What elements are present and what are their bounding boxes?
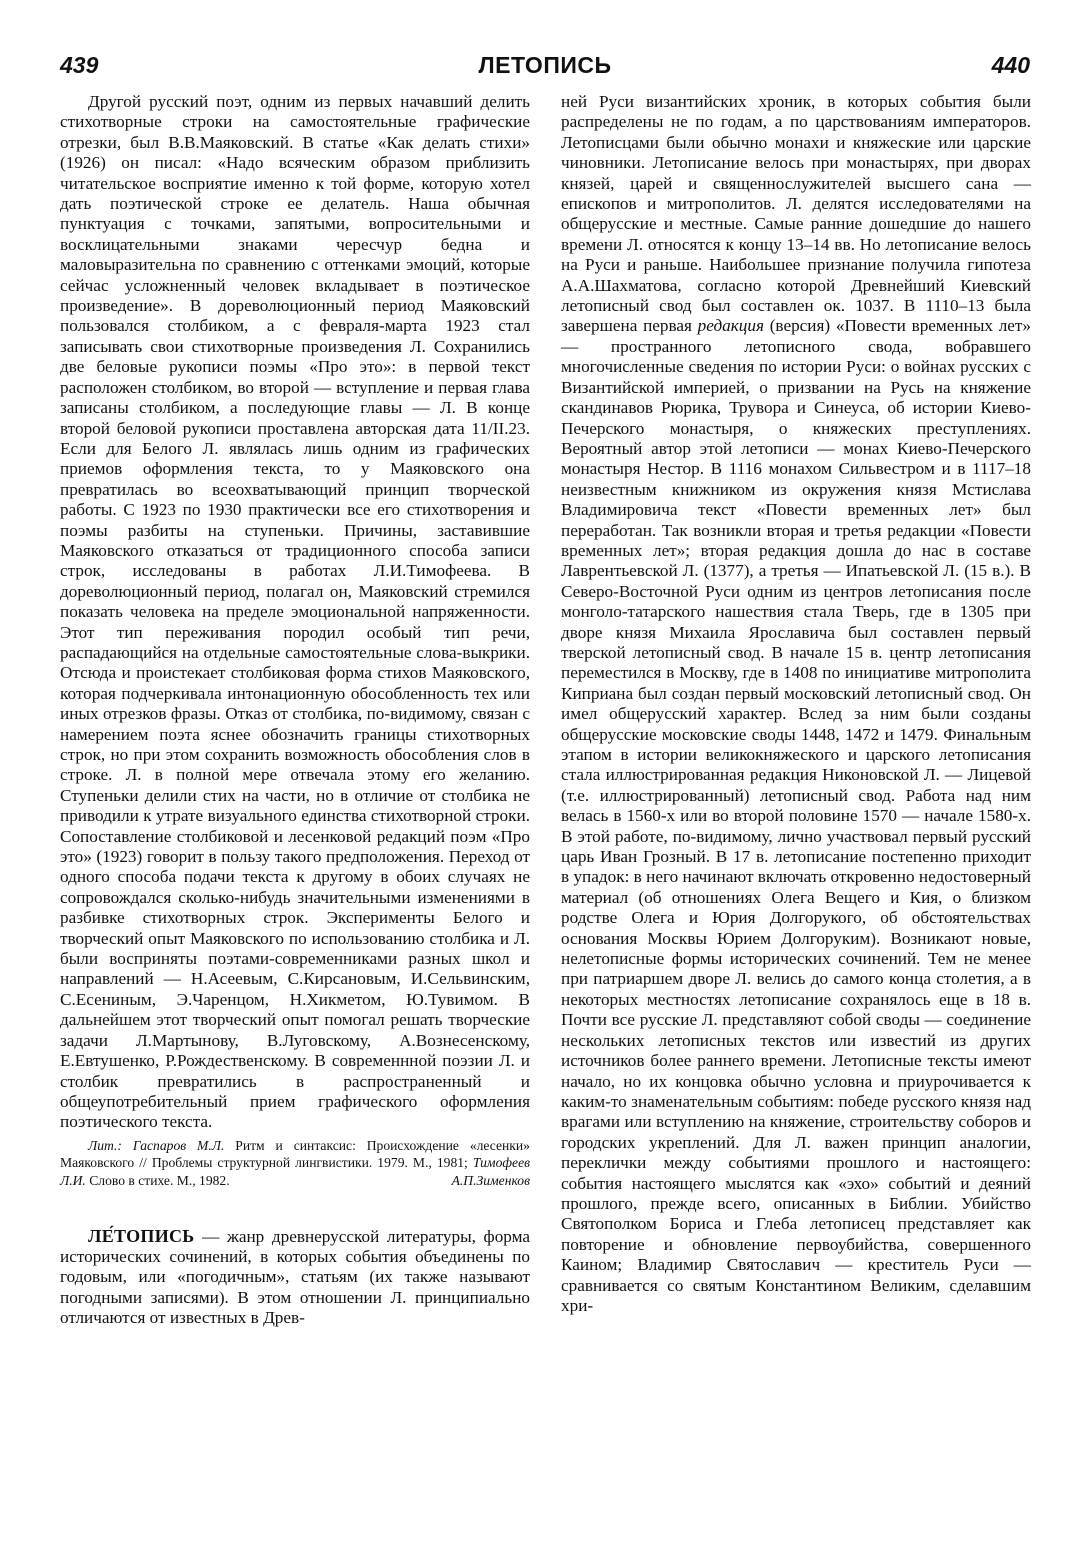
redaction-italic: редакция <box>697 316 764 336</box>
running-title: ЛЕТОПИСЬ <box>478 52 612 78</box>
page-header <box>60 52 1030 86</box>
lit-text-1: Ритм и синтаксис: Происхождение «лесенки» Маяковского // Проблемы структурной лингвистики. 1979. М., 1981; <box>60 1137 530 1171</box>
right-column <box>561 92 1031 1316</box>
literature-references <box>60 1137 530 1190</box>
lit-author-2: Тимофеев Л.И. <box>60 1155 530 1188</box>
letopis-entry <box>60 1226 530 1329</box>
right-text-1: ней Руси византийских хроник, в которых события были распределены не по годам, а по царствованиям императоров. Летописцами были обычно монахи и княжеские или царские чиновники. Летописание велось при монастырях, при дворах князей, царей и священнослужителей высшего сана — епископов и митрополитов. Л. делятся исследователями на общерусские и местные. Самые ранние дошедшие до нашего времени Л. относятся к концу 13–14 вв. Но летописание велось на Руси и раньше. Наибольшее признание получила гипотеза А.А.Шахматова, согласно которой Древнейший Киевский летописный свод был составлен ок. 1037. В 1110–13 была завершена первая <box>561 92 1031 336</box>
article-signature: А.П.Зименков <box>451 1172 530 1188</box>
page-number-right: 440 <box>991 52 1030 78</box>
lit-text-2: Слово в стихе. М., 1982. <box>89 1172 230 1188</box>
entry-headword: ЛЕ́ТОПИСЬ <box>88 1225 195 1246</box>
letopis-continuation <box>561 92 1031 1316</box>
right-text-2: (версия) «Повести временных лет» — пространного летописного свода, вобравшего многочисленные сведения по истории Руси: о войнах русских с Византийской империей, о призвании на Русь на княжение скандинавов Рюрика, Трувора и Синеуса, об истории Киево-Печерского монастыря, о княжеских преступлениях. Вероятный автор этой летописи — монах Киево-Печерского монастыря Нестор. В 1116 монахом Сильвестром и в 1117–18 неизвестным книжником из окружения князя Мстислава Владимировича текст «Повести временных лет» был переработан. Так возникли вторая и третья редакции «Повести временных лет»; вторая редакция дошла до нас в составе Лаврентьевской Л. (1377), а третья — Ипатьевской Л. (15 в.). В Северо-Восточной Руси одним из центров летописания после монголо-татарского нашествия стала Тверь, где в 1305 при дворе князя Михаила Ярославича был составлен первый тверской летописный свод. В начале 15 в. центр летописания переместился в Москву, где в 1408 по инициативе митрополита Киприана был создан первый московский летописный свод. Он имел общерусский характер. Вслед за ним были созданы общерусские московские своды 1448, 1472 и 1479. Финальным этапом в истории великокняжеского и царского летописания стала иллюстрированная редакция Никоновской Л. — Лицевой (т.е. иллюстрированный) летописный свод. Работа над ним велась в 1560-х или во второй половине 1570 — начале 1580-х. В этой работе, по-видимому, лично участвовал первый русский царь Иван Грозный. В 17 в. летописание постепенно приходит в упадок: в него начинают включать откровенно недостоверный материал (об отношениях Олега Вещего и Кия, о близком родстве Олега и Юрия Долгорукого, об обстоятельствах основания Москвы Юрием Долгоруким). Возникают новые, нелетописные формы исторических сочинений. Тем не менее при патриаршем дворе Л. велись до самого конца столетия, а в некоторых местностях летописание сохранялось еще в 18 в. Почти все русские Л. представляют собой своды — соединение нескольких летописных текстов или известий из других источников более раннего времени. Летописные тексты имеют начало, но их концовка обычно условна и приурочивается к каким-то знаменательным событиям: победе русского князя над врагами или вступлению на княжение, строительству соборов и городских укреплений. Для Л. важен принцип аналогии, переклички между событиями прошлого и настоящего: события настоящего мыслятся как «эхо» событий и деяний прошлого, прежде всего, описанных в Библии. Убийство Святополком Бориса и Глеба летописец представляет как повторение и обновление первоубийства, совершенного Каином; Владимир Святославич — креститель Руси — сравнивается со святым Константином Великим, сделавшим хри- <box>561 316 1031 1315</box>
left-column <box>60 92 530 1329</box>
page-number-left: 439 <box>60 52 99 78</box>
lit-author-1: Гаспаров М.Л. <box>132 1137 225 1153</box>
entry-text-start: — жанр древнерусской литературы, форма исторических сочинений, в которых события объединены по годовым, или «погодичным», статьям (их также называют погодными записями). В этом отношении Л. принципиально отличаются от известных в Древ- <box>60 1226 531 1328</box>
lit-label: Лит.: <box>88 1137 122 1153</box>
mayakovsky-paragraph: Другой русский поэт, одним из первых начавший делить стихотворные строки на самостоятельные графические отрезки, был В.В.Маяковский. В статье «Как делать стихи» (1926) он писал: «Надо всяческим образом приблизить читательское восприятие именно к той форме, которую хотел дать поэтической строке ее делатель. Наша обычная пунктуация с точками, запятыми, вопросительными и восклицательными знаками чересчур бедна и маловыразительна по сравнению с оттенками эмоций, которые сейчас усложненный человек вкладывает в поэтическое произведение». В дореволюционный период Маяковский пользовался столбиком, а с февраля-марта 1923 стал записывать свои стихотворные произведения Л. Сохранились две беловые рукописи поэмы «Про это»: в первой текст расположен столбиком, во второй — вступление и первая глава записаны столбиком, а последующие главы — Л. В конце второй беловой рукописи проставлена авторская дата 11/II.23. Если для Белого Л. являлась лишь одним из графических приемов оформления текста, то у Маяковского она превратилась во всеохватывающий принцип творческой работы. С 1923 по 1930 практически все его стихотворения и поэмы разбиты на ступеньки. Причины, заставившие Маяковского отказаться от традиционного способа записи строк, исследованы в работах Л.И.Тимофеева. В дореволюционный период, полагал он, Маяковский стремился показать человека на пределе эмоциональной напряженности. Этот тип переживания породил особый тип речи, распадающийся на отдельные самостоятельные слова-выкрики. Отсюда и проистекает столбиковая форма стихов Маяковского, которая подчеркивала интонационную обособленность тех или иных отрезков фразы. Отказ от столбика, по-видимому, связан с намерением поэта яснее обозначить границы стихотворных строк, но при этом сохранить возможность обособления слов в строке. Л. в полной мере отвечала этому его желанию. Ступеньки делили стих на части, но в отличие от столбика не приводили к утрате визуального единства стихотворной строки. Сопоставление столбиковой и лесенковой редакций поэм «Про это» (1923) говорит в пользу такого предположения. Переход от одного способа подачи текста к другому в обоих случаях не сопровождался сколько-нибудь значительными изменениями в разбивке стихотворных строк. Эксперименты Белого и творческий опыт Маяковского по использованию столбика и Л. были восприняты поэтами-современниками разных школ и направлений — Н.Асеевым, С.Кирсановым, И.Сельвинским, С.Есениным, Э.Чаренцом, Н.Хикметом, Ю.Тувимом. В дальнейшем этот творческий опыт помогал решать творческие задачи Л.Мартынову, В.Луговскому, А.Вознесенскому, Е.Евтушенко, Р.Рождественскому. В современнной поэзии Л. и столбик превратились в распространенный и общеупотребительный прием графического оформления поэтического текста. <box>60 92 530 1132</box>
